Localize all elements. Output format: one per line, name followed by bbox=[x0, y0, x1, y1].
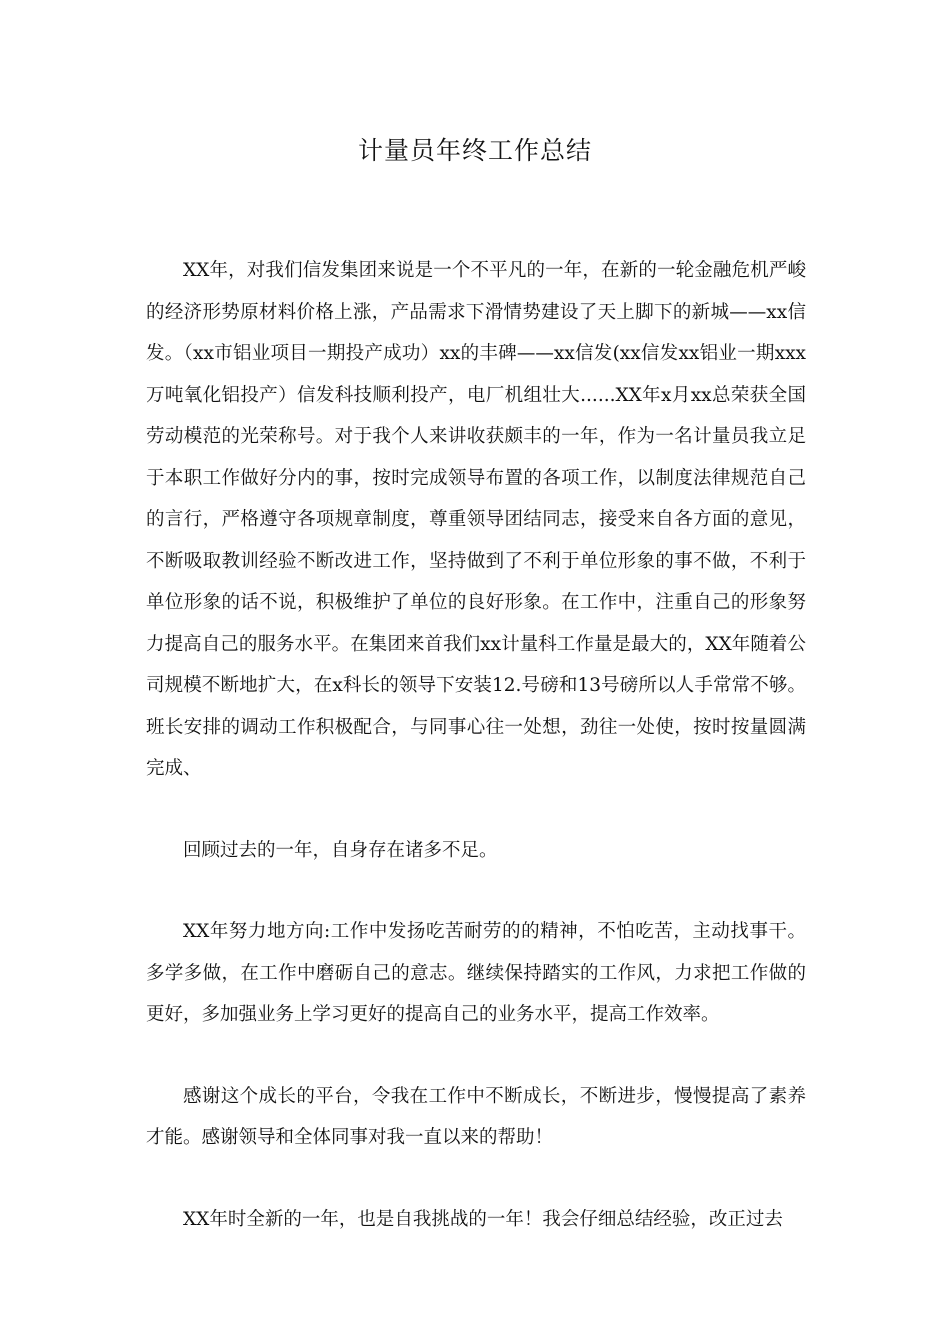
paragraph-shortcomings: 回顾过去的一年，自身存在诸多不足。 bbox=[183, 839, 498, 861]
paragraph-spacer bbox=[146, 790, 806, 830]
paragraph-spacer bbox=[146, 1159, 806, 1199]
document-body bbox=[146, 250, 806, 1240]
paragraph-new-year: XX年时全新的一年，也是自我挑战的一年！我会仔细总结经验，改正过去 bbox=[183, 1208, 783, 1230]
paragraph-thanks: 感谢这个成长的平台，令我在工作中不断成长，不断进步，慢慢提高了素养才能。感谢领导和全体同事对我一直以来的帮助！ bbox=[146, 1085, 806, 1148]
paragraph-spacer bbox=[146, 871, 806, 911]
paragraph-intro: XX年，对我们信发集团来说是一个不平凡的一年，在新的一轮金融危机严峻的经济形势原材料价格上涨，产品需求下滑情势建设了天上脚下的新城——xx信发。（xx市铝业项目一期投产成功）xx的丰碑——xx信发(xx信发xx铝业一期xxx万吨氧化铝投产）信发科技顺利投产，电厂机组壮大......XX年x月xx总荣获全国劳动模范的光荣称号。对于我个人来讲收获颇丰的一年，作为一名计量员我立足于本职工作做好分内的事，按时完成领导布置的各项工作，以制度法律规范自己的言行，严格遵守各项规章制度，尊重领导团结同志，接受来自各方面的意见，不断吸取教训经验不断改进工作，坚持做到了不利于单位形象的事不做，不利于单位形象的话不说，积极维护了单位的良好形象。在工作中，注重自己的形象努力提高自己的服务水平。在集团来首我们xx计量科工作量是最大的，XX年随着公司规模不断地扩大，在x科长的领导下安装12.号磅和13号磅所以人手常常不够。班长安排的调动工作积极配合，与同事心往一处想，劲往一处使，按时按量圆满完成、 bbox=[146, 260, 806, 779]
document-title: 计量员年终工作总结 bbox=[357, 136, 592, 165]
paragraph-direction: XX年努力地方向:工作中发扬吃苦耐劳的的精神，不怕吃苦，主动找事干。多学多做，在工作中磨砺自己的意志。继续保持踏实的工作风，力求把工作做的更好，多加强业务上学习更好的提高自己的业务水平，提高工作效率。 bbox=[146, 921, 806, 1025]
paragraph-spacer bbox=[146, 1036, 806, 1076]
